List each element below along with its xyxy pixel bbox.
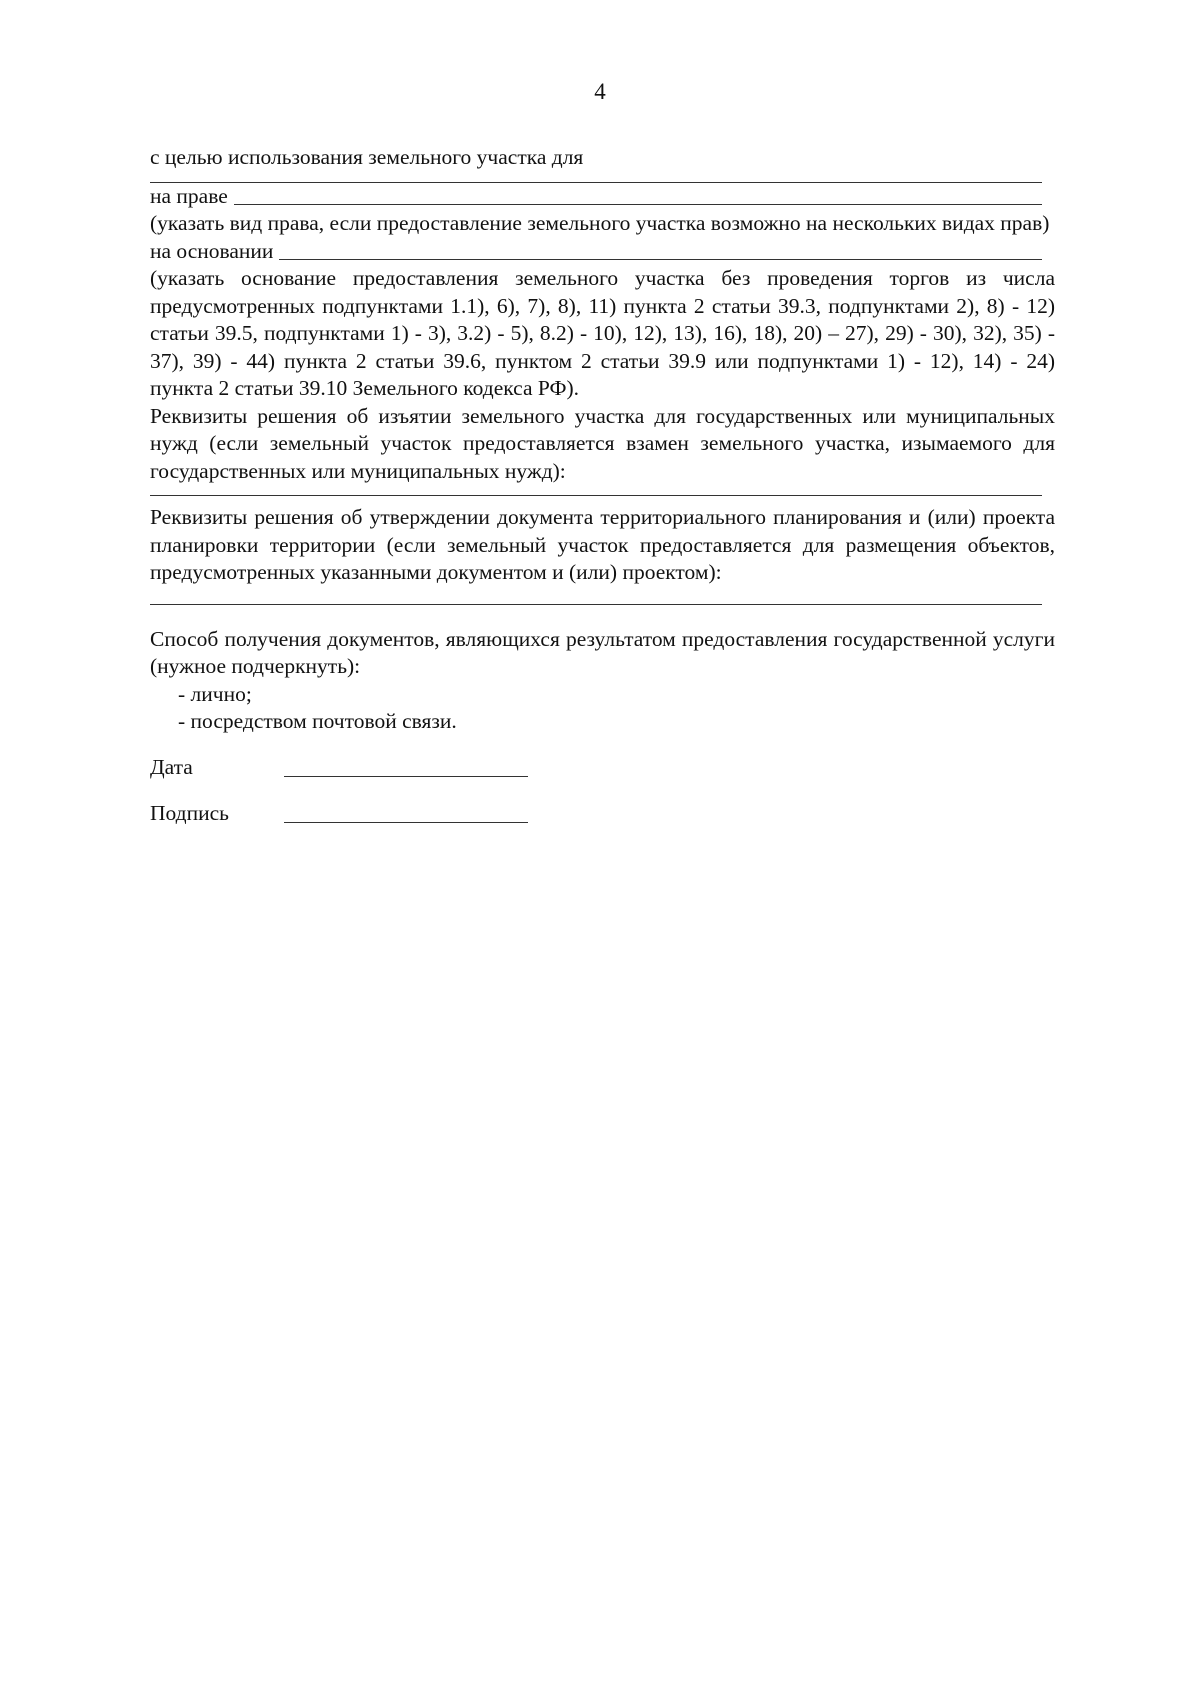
right-field (150, 183, 1042, 211)
delivery-method-intro: Способ получения документов, являющихся результатом предоставления государственной услуги (нужное подчеркнуть): (150, 626, 1055, 678)
basis-label: на основании (150, 238, 274, 263)
basis-note: (указать основание предоставления земельного участка без проведения торгов из числа предусмотренных подпунктами 1.1), 6), 7), 8), 11) пункта 2 статьи 39.3, подпунктами 2), 8) - 12) статьи 39.5, подпунктами 1) - 3), 3.2) - 5), 8.2) - 10), 12), 13), 16), 18), 20) – 27), 29) - 30), 32), 35) - 37), 39) - 44) пункта 2 статьи 39.6, пунктом 2 статьи 39.9 или подпунктами 1) - 12), 14) - 24) пункта 2 статьи 39.10 Земельного кодекса РФ). (150, 266, 1055, 400)
form-body (150, 144, 1055, 828)
date-blank-line[interactable] (284, 776, 528, 777)
seizure-details-text: Реквизиты решения об изъятии земельного участка для государственных или муниципальных нужд (если земельный участок предоставляется взамен земельного участка, изымаемого для государственных или муниципальных нужд): (150, 403, 1055, 483)
right-label: на праве (150, 183, 228, 208)
date-label: Дата (150, 755, 193, 779)
page-number: 4 (594, 79, 606, 104)
right-note: (указать вид права, если предоставление земельного участка возможно на нескольких видах прав) (150, 211, 1050, 235)
planning-details-text: Реквизиты решения об утверждении документа территориального планирования и (или) проекта планировки территории (если земельный участок предоставляется для размещения объектов, предусмотренных указанными документом и (или) проектом): (150, 505, 1055, 584)
delivery-option-personal[interactable]: - лично; (178, 681, 252, 706)
date-row (150, 754, 1055, 782)
right-blank-line[interactable] (234, 204, 1042, 205)
signature-row (150, 800, 1055, 828)
basis-field (150, 238, 1042, 266)
signature-label: Подпись (150, 801, 229, 825)
purpose-line: с целью использования земельного участка для (150, 145, 584, 169)
signature-blank-line[interactable] (284, 822, 528, 823)
basis-blank-line[interactable] (279, 259, 1042, 260)
delivery-option-post[interactable]: - посредством почтовой связи. (178, 709, 457, 733)
